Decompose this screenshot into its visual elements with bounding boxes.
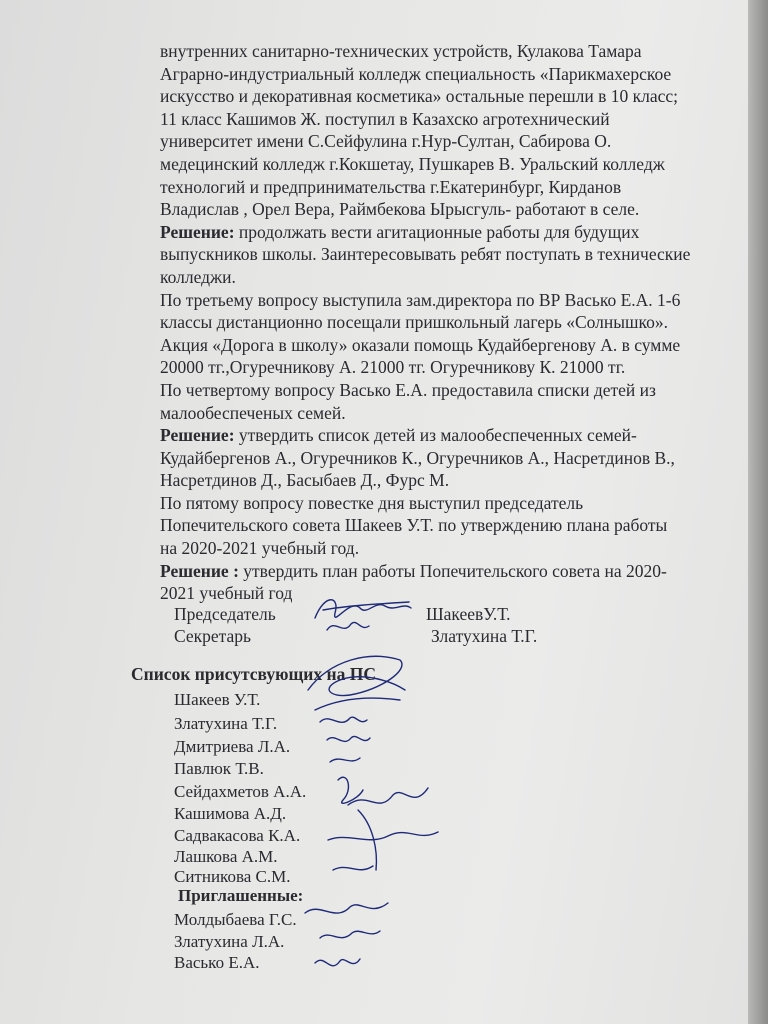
body-line: малообеспеченых семей. [160, 402, 346, 423]
body-line: Кудайбергенов А., Огуречников К., Огуречников А., Насретдинов В., [160, 447, 675, 468]
chairman-label: Председатель [174, 604, 276, 624]
body-line: университет имени С.Сейфулина г.Нур-Султан, Сабирова О. [160, 131, 612, 152]
body-line: 20000 тг.,Огуречникову А. 21000 тг. Огуречникову К. 21000 тг. [160, 357, 626, 378]
body-line: внутренних санитарно-технических устройств, Кулакова Тамара [160, 41, 642, 61]
member-name: Златухина Т.Г. [174, 714, 278, 733]
body-line: на 2020-2021 учебный год. [160, 538, 360, 559]
body-line: Владислав , Орел Вера, Раймбекова Ырысгуль- работают в селе. [160, 199, 640, 220]
body-line: Аграрно-индустриальный колледж специальность «Парикмахерское [160, 63, 672, 84]
page-edge-shadow [748, 0, 768, 1024]
body-line: По четвертому вопросу Васько Е.А. предоставила списки детей из [160, 379, 656, 400]
minutes-body [160, 40, 720, 605]
body-line: искусство и декоративная косметика» остальные перешли в 10 класс; [160, 86, 679, 107]
secretary-name: Златухина Т.Г. [431, 626, 538, 646]
invited-name: Молдыбаева Г.С. [174, 910, 297, 929]
secretary-label: Секретарь [174, 626, 252, 646]
body-line: 2021 учебный год [160, 583, 293, 604]
body-line: Акция «Дорога в школу» оказали помощь Кудайбергенову А. в сумме [160, 334, 681, 355]
decision-line: Решение: утвердить список детей из малообеспеченных семей- [160, 425, 637, 446]
body-line: колледжи. [160, 266, 236, 287]
invited-name: Златухина Л.А. [174, 932, 285, 951]
body-line: технологий и предпринимательства г.Екатеринбург, Кирданов [160, 176, 622, 197]
chairman-name: ШакеевУ.Т. [426, 604, 511, 624]
member-name: Лашкова А.М. [174, 847, 278, 866]
body-line: По пятому вопросу повестке дня выступил председатель [160, 492, 584, 513]
chairman-signature [305, 588, 415, 648]
member-name: Ситникова С.М. [174, 867, 291, 886]
body-line: медецинский колледж г.Кокшетау, Пушкарев В. Уральский колледж [160, 153, 665, 174]
invited-signature [300, 893, 400, 983]
body-line: классы дистанционно посещали пришкольный лагерь «Солнышко». [160, 312, 668, 333]
invited-name: Васько Е.А. [174, 953, 260, 972]
invited-title: Приглашенные: [178, 886, 304, 905]
attendee-signature [318, 770, 448, 890]
body-line: выпускников школы. Заинтересовывать ребят поступать в технические [160, 244, 691, 265]
member-name: Шакеев У.Т. [174, 690, 261, 709]
attendees-title: Список присутсвующих на ПС [131, 664, 376, 684]
member-name: Кашимова А.Д. [174, 804, 287, 823]
member-name: Сейдахметов А.А. [174, 782, 307, 801]
member-name: Павлюк Т.В. [174, 759, 264, 778]
decision-line: Решение : утвердить план работы Попечительского совета на 2020- [160, 560, 667, 581]
body-line: Насретдинов Д., Басыбаев Д., Фурс М. [160, 470, 450, 491]
decision-line: Решение: продолжать вести агитационные работы для будущих [160, 221, 640, 242]
attendee-signature [315, 710, 375, 770]
body-line: 11 класс Кашимов Ж. поступил в Казахско агротехнический [160, 108, 610, 129]
body-line: Попечительского совета Шакеев У.Т. по утверждению плана работы [160, 515, 668, 536]
member-name: Садвакасова К.А. [174, 826, 301, 845]
body-line: По третьему вопросу выступила зам.директора по ВР Васько Е.А. 1-6 [160, 289, 681, 310]
member-name: Дмитриева Л.А. [174, 737, 291, 756]
